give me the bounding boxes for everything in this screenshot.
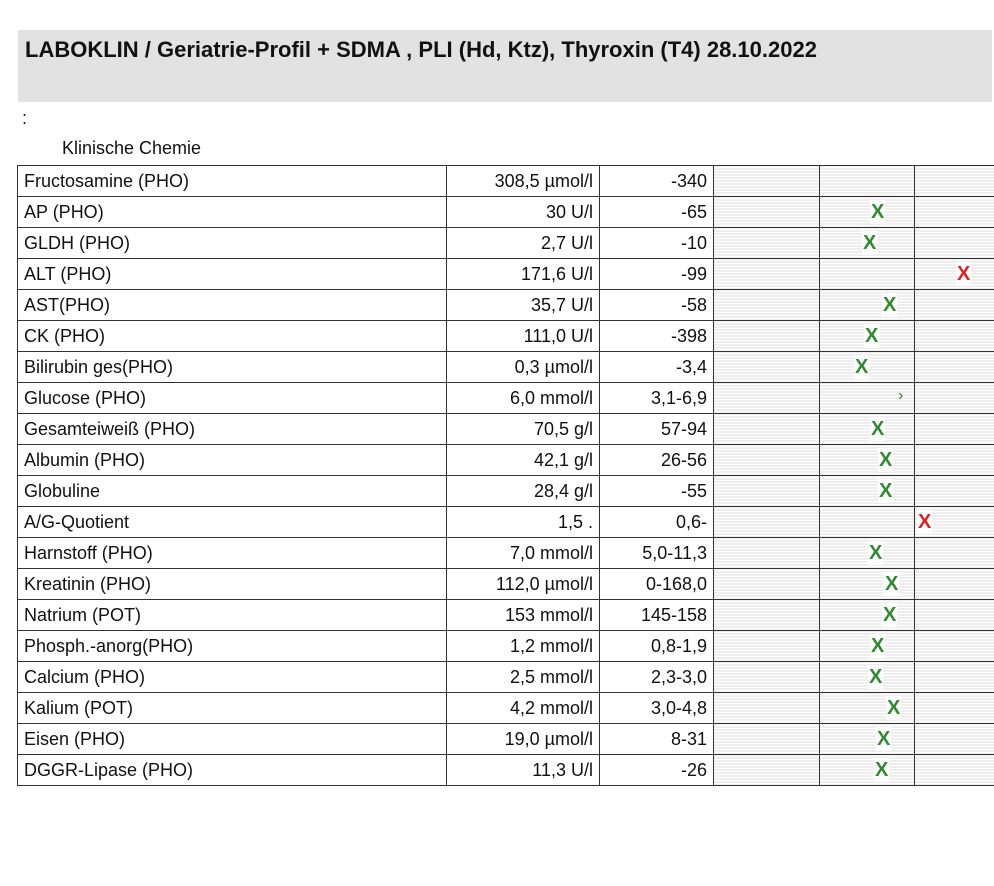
range-graph-cell [714,538,820,569]
table-row [18,538,994,569]
reference-range: 0,6- [600,507,714,538]
range-marker: X [871,635,885,657]
range-graph-cell [714,693,820,724]
range-marker: X [957,263,971,285]
range-graph-cell [714,476,820,507]
result-value: 28,4 g/l [447,476,600,507]
range-graph-cell [714,166,820,197]
range-graph-cell [820,414,915,445]
result-value: 111,0 U/l [447,321,600,352]
parameter-name: GLDH (PHO) [18,228,447,259]
parameter-name: Harnstoff (PHO) [18,538,447,569]
reference-range: 3,1-6,9 [600,383,714,414]
reference-range: -26 [600,755,714,786]
lab-results-table [17,165,994,786]
reference-range: 3,0-4,8 [600,693,714,724]
result-value: 112,0 µmol/l [447,569,600,600]
range-graph-cell [714,631,820,662]
range-graph-cell [820,755,915,786]
result-value: 308,5 µmol/l [447,166,600,197]
reference-range: 0,8-1,9 [600,631,714,662]
result-value: 30 U/l [447,197,600,228]
range-graph-cell [714,414,820,445]
range-graph-cell [915,197,994,228]
range-marker: X [869,666,883,688]
range-graph-cell [714,569,820,600]
range-graph-cell [820,166,915,197]
range-marker: X [869,542,883,564]
reference-range: -58 [600,290,714,321]
parameter-name: Natrium (POT) [18,600,447,631]
range-graph-cell [820,445,915,476]
range-marker: X [865,325,879,347]
lab-results-body [18,166,994,786]
table-row [18,228,994,259]
parameter-name: Kreatinin (PHO) [18,569,447,600]
result-value: 6,0 mmol/l [447,383,600,414]
range-graph-cell [915,755,994,786]
separator-colon: : [22,108,28,128]
table-row [18,445,994,476]
range-graph-cell [714,228,820,259]
parameter-name: DGGR-Lipase (PHO) [18,755,447,786]
range-marker: X [871,201,885,223]
range-graph-cell [714,724,820,755]
range-graph-cell [915,631,994,662]
range-graph-cell [820,693,915,724]
table-row [18,197,994,228]
reference-range: 5,0-11,3 [600,538,714,569]
range-marker: X [875,759,889,781]
table-row [18,290,994,321]
reference-range: -340 [600,166,714,197]
result-value: 42,1 g/l [447,445,600,476]
result-value: 4,2 mmol/l [447,693,600,724]
range-graph-cell [714,600,820,631]
table-row [18,414,994,445]
range-graph-cell [915,321,994,352]
table-row [18,600,994,631]
range-graph-cell [714,507,820,538]
range-graph-cell [714,755,820,786]
result-value: 2,7 U/l [447,228,600,259]
reference-range: 57-94 [600,414,714,445]
parameter-name: Phosph.-anorg(PHO) [18,631,447,662]
range-graph-cell [714,445,820,476]
section-title: Klinische Chemie [62,138,202,158]
table-row [18,259,994,290]
range-marker: X [887,697,901,719]
reference-range: 8-31 [600,724,714,755]
reference-range: 26-56 [600,445,714,476]
range-graph-cell [915,693,994,724]
range-graph-cell [820,383,915,414]
parameter-name: AST(PHO) [18,290,447,321]
table-row [18,631,994,662]
range-graph-cell [820,569,915,600]
result-value: 7,0 mmol/l [447,538,600,569]
range-graph-cell [915,414,994,445]
range-graph-cell [915,507,994,538]
range-graph-cell [820,476,915,507]
range-graph-cell [714,259,820,290]
parameter-name: AP (PHO) [18,197,447,228]
parameter-name: Calcium (PHO) [18,662,447,693]
range-graph-cell [915,352,994,383]
range-marker: X [918,511,932,533]
result-value: 2,5 mmol/l [447,662,600,693]
reference-range: -3,4 [600,352,714,383]
table-row [18,724,994,755]
result-value: 35,7 U/l [447,290,600,321]
range-graph-cell [915,569,994,600]
reference-range: -55 [600,476,714,507]
range-marker: X [877,728,891,750]
table-row [18,321,994,352]
range-graph-cell [820,228,915,259]
range-graph-cell [820,662,915,693]
range-graph-cell [915,166,994,197]
parameter-name: A/G-Quotient [18,507,447,538]
result-value: 0,3 µmol/l [447,352,600,383]
range-graph-cell [714,290,820,321]
range-graph-cell [915,724,994,755]
range-graph-cell [714,662,820,693]
range-graph-cell [820,321,915,352]
table-row [18,693,994,724]
range-graph-cell [820,538,915,569]
range-marker: X [855,356,869,378]
range-graph-cell [820,259,915,290]
range-marker: X [885,573,899,595]
result-value: 70,5 g/l [447,414,600,445]
table-row [18,476,994,507]
range-graph-cell [820,724,915,755]
range-marker: X [883,294,897,316]
result-value: 11,3 U/l [447,755,600,786]
range-graph-cell [915,662,994,693]
range-graph-cell [915,538,994,569]
table-row [18,755,994,786]
parameter-name: CK (PHO) [18,321,447,352]
range-marker-tick: › [898,387,904,404]
range-graph-cell [915,476,994,507]
parameter-name: Gesamteiweiß (PHO) [18,414,447,445]
result-value: 153 mmol/l [447,600,600,631]
range-graph-cell [820,290,915,321]
result-value: 19,0 µmol/l [447,724,600,755]
range-graph-cell [714,197,820,228]
table-row [18,166,994,197]
reference-range: -65 [600,197,714,228]
range-graph-cell [820,197,915,228]
range-graph-cell [820,352,915,383]
report-header [18,30,992,102]
range-graph-cell [915,228,994,259]
range-graph-cell [714,383,820,414]
parameter-name: Fructosamine (PHO) [18,166,447,197]
result-value: 1,2 mmol/l [447,631,600,662]
parameter-name: Globuline [18,476,447,507]
range-graph-cell [915,445,994,476]
reference-range: 145-158 [600,600,714,631]
parameter-name: ALT (PHO) [18,259,447,290]
table-row [18,383,994,414]
reference-range: 2,3-3,0 [600,662,714,693]
range-marker: X [871,418,885,440]
result-value: 1,5 . [447,507,600,538]
table-row [18,569,994,600]
report-title: LABOKLIN / Geriatrie-Profil + SDMA , PLI (Hd, Ktz), Thyroxin (T4) 28.10.2022 [25,37,817,62]
range-graph-cell [915,259,994,290]
reference-range: -99 [600,259,714,290]
table-row [18,662,994,693]
range-graph-cell [714,321,820,352]
table-row [18,352,994,383]
range-graph-cell [820,631,915,662]
range-marker: X [879,480,893,502]
reference-range: 0-168,0 [600,569,714,600]
parameter-name: Albumin (PHO) [18,445,447,476]
reference-range: -10 [600,228,714,259]
range-marker: X [883,604,897,626]
parameter-name: Kalium (POT) [18,693,447,724]
reference-range: -398 [600,321,714,352]
range-graph-cell [820,507,915,538]
parameter-name: Eisen (PHO) [18,724,447,755]
range-marker: X [879,449,893,471]
range-graph-cell [915,600,994,631]
range-graph-cell [915,290,994,321]
range-graph-cell [714,352,820,383]
result-value: 171,6 U/l [447,259,600,290]
parameter-name: Glucose (PHO) [18,383,447,414]
table-row [18,507,994,538]
range-graph-cell [915,383,994,414]
range-graph-cell [820,600,915,631]
parameter-name: Bilirubin ges(PHO) [18,352,447,383]
range-marker: X [863,232,877,254]
